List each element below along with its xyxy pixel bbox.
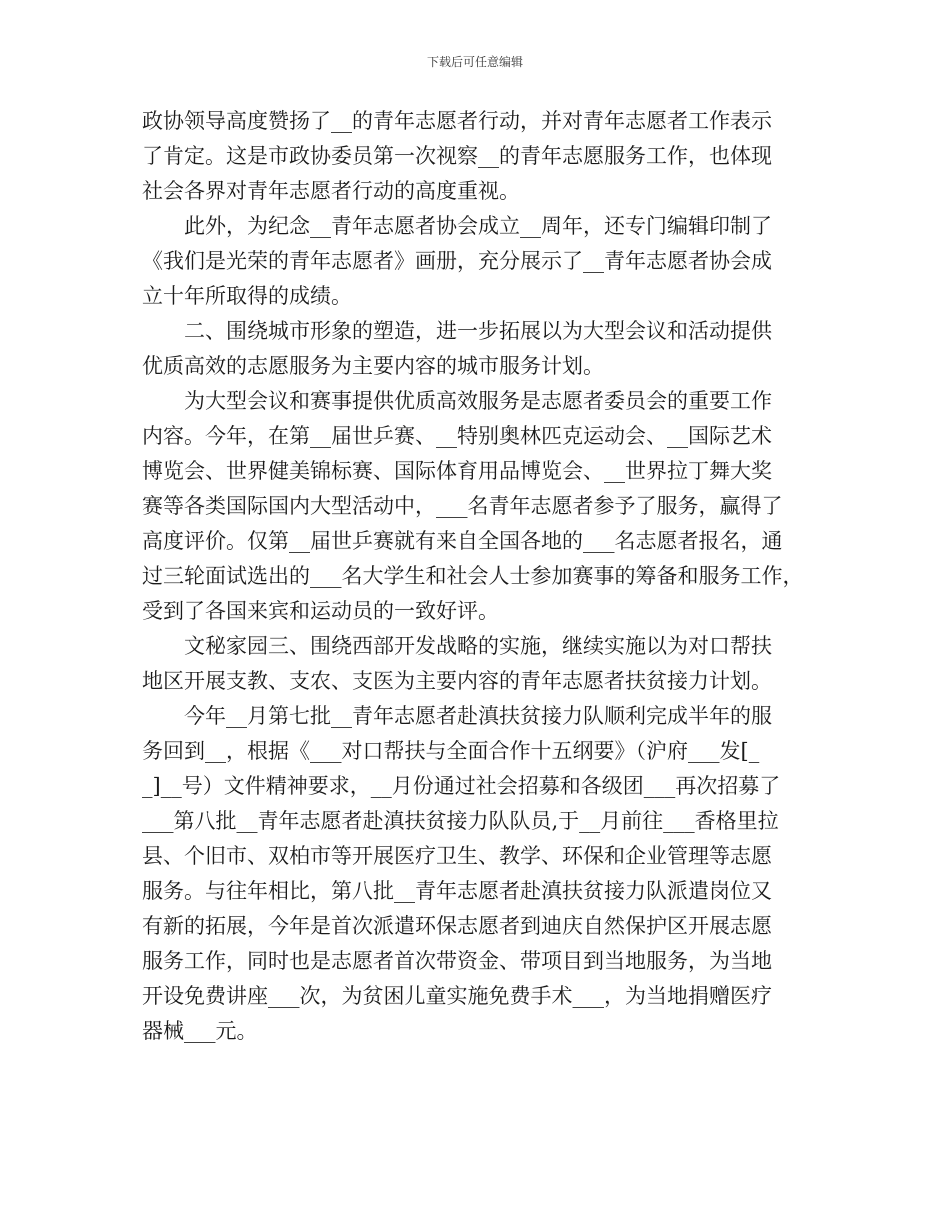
text-line: 赛等各类国际国内大型活动中，___名青年志愿者参予了服务，赢得了: [142, 494, 783, 518]
text-line: 此外，为纪念__青年志愿者协会成立__周年，还专门编辑印制了: [142, 214, 772, 238]
text-line: 高度评价。仅第__届世乒赛就有来自全国各地的___名志愿者报名，通: [142, 529, 783, 553]
text-line: 内容。今年，在第__届世乒赛、__特别奥林匹克运动会、__国际艺术: [142, 424, 772, 448]
text-line: 《我们是光荣的青年志愿者》画册，充分展示了__青年志愿者协会成: [142, 249, 772, 273]
text-line: 县、个旧市、双柏市等开展医疗卫生、教学、环保和企业管理等志愿: [142, 844, 772, 868]
text-line: 了肯定。这是市政协委员第一次视察__的青年志愿服务工作，也体现: [142, 144, 772, 168]
text-line: 器械___元。: [142, 1019, 258, 1043]
text-line: 二、围绕城市形象的塑造，进一步拓展以为大型会议和活动提供: [142, 319, 772, 343]
text-line: _]__号）文件精神要求，__月份通过社会招募和各级团___再次招募了: [142, 774, 781, 798]
text-line: 为大型会议和赛事提供优质高效服务是志愿者委员会的重要工作: [142, 389, 772, 413]
text-line: 过三轮面试选出的___名大学生和社会人士参加赛事的筹备和服务工作，: [142, 564, 804, 588]
text-line: 有新的拓展，今年是首次派遣环保志愿者到迪庆自然保护区开展志愿: [142, 914, 772, 938]
text-line: 博览会、世界健美锦标赛、国际体育用品博览会、__世界拉丁舞大奖: [142, 459, 772, 483]
text-line: 务回到__，根据《___对口帮扶与全面合作十五纲要》（沪府___发[_: [142, 739, 760, 763]
text-line: 优质高效的志愿服务为主要内容的城市服务计划。: [142, 354, 604, 378]
text-line: ___第八批__青年志愿者赴滇扶贫接力队队员,于__月前往___香格里拉: [142, 809, 779, 833]
text-line: 政协领导高度赞扬了__的青年志愿者行动，并对青年志愿者工作表示: [142, 109, 772, 133]
text-line: 服务。与往年相比，第八批__青年志愿者赴滇扶贫接力队派遣岗位又: [142, 879, 772, 903]
text-line: 立十年所取得的成绩。: [142, 284, 352, 308]
text-line: 地区开展支教、支农、支医为主要内容的青年志愿者扶贫接力计划。: [142, 669, 772, 693]
text-line: 社会各界对青年志愿者行动的高度重视。: [142, 179, 520, 203]
text-line: 文秘家园三、围绕西部开发战略的实施，继续实施以为对口帮扶: [142, 634, 772, 658]
page-header: 下载后可任意编辑: [426, 55, 523, 69]
text-line: 今年__月第七批__青年志愿者赴滇扶贫接力队顺利完成半年的服: [142, 704, 772, 728]
text-line: 开设免费讲座___次，为贫困儿童实施免费手术___，为当地捐赠医疗: [142, 984, 772, 1008]
text-line: 受到了各国来宾和运动员的一致好评。: [142, 599, 499, 623]
document-body: [142, 104, 814, 1049]
text-line: 服务工作，同时也是志愿者首次带资金、带项目到当地服务，为当地: [142, 949, 772, 973]
